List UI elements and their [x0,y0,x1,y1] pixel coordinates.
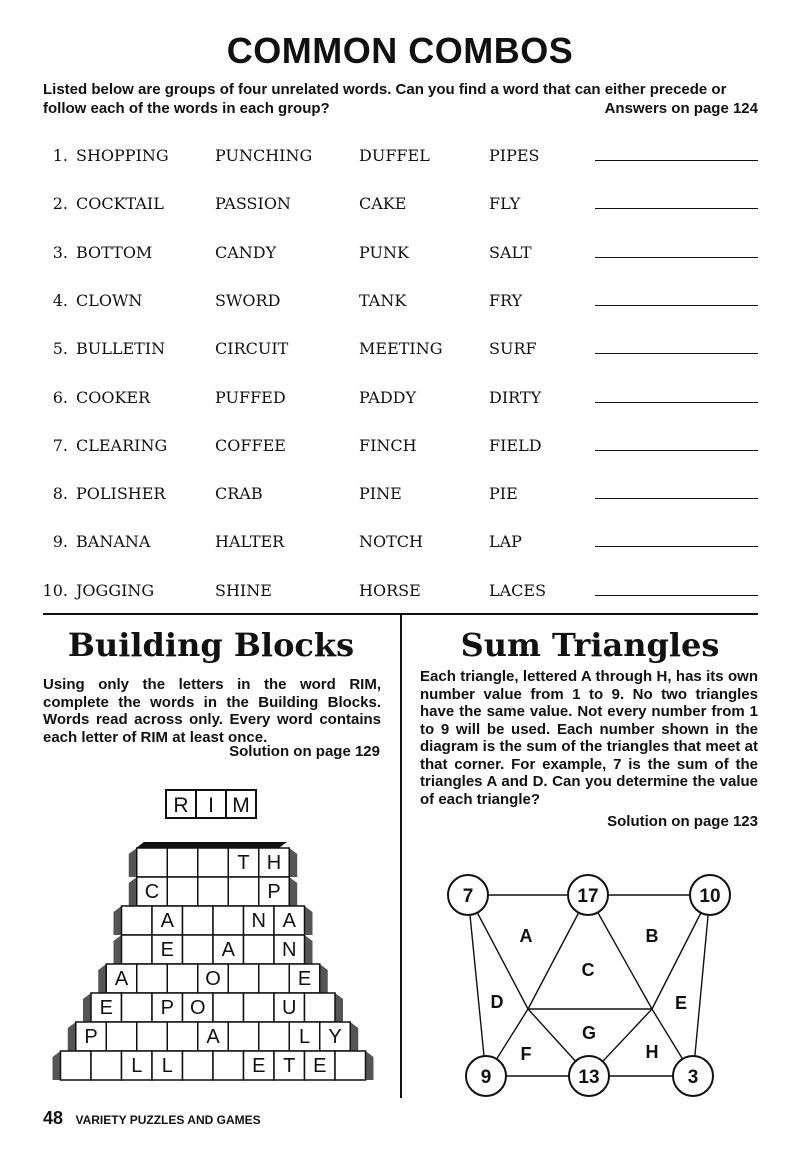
combo-word: PIE [489,484,518,504]
block-letter: C [144,881,160,903]
corner-sum: 3 [687,1067,699,1088]
answer-blank[interactable] [595,353,758,354]
block-cell[interactable] [244,993,275,1022]
combo-row [0,285,800,315]
combo-row [0,526,800,556]
block-letter: A [160,910,174,932]
combo-row [0,478,800,508]
key-letter: M [232,794,250,817]
block-shadow [320,964,328,993]
block-shadow [335,993,343,1022]
block-shadow [114,906,122,935]
combo-word: BANANA [76,532,151,552]
combo-word: PUNCHING [215,146,313,165]
block-letter: P [160,997,174,1019]
combo-word: MEETING [359,339,443,359]
combo-row [0,575,800,605]
combo-number: 9. [52,532,68,552]
block-letter: O [205,968,221,990]
block-letter: L [298,1026,311,1048]
combo-word: PUNK [359,242,409,262]
combo-word: SHINE [215,580,272,600]
block-letter: E [252,1055,266,1077]
block-shadow [98,964,106,993]
combo-word: FLY [489,194,521,214]
pyramid-roof [136,842,287,848]
block-cell[interactable] [305,993,336,1022]
block-letter: A [206,1026,220,1048]
combo-word: COOKER [76,387,151,407]
combo-row [0,382,800,412]
triangle-edge [468,895,486,1076]
combo-word: PADDY [359,387,417,407]
block-cell[interactable] [244,935,275,964]
block-cell[interactable] [183,906,214,935]
sum-triangles-title: Sum Triangles [460,626,720,664]
block-shadow [350,1022,358,1051]
block-shadow [129,877,137,906]
block-shadow [366,1051,374,1080]
triangle-label: B [645,926,659,946]
intro-paragraph [43,80,758,118]
intro-text: Listed below are groups of four unrelated words. Can you find a word that can either precede or follow each of the words in each group? [43,81,727,117]
combo-number: 2. [52,194,68,214]
answer-blank[interactable] [595,257,758,258]
building-blocks-instructions: Using only the letters in the word RIM, complete the words in the Building Blocks. Words read across only. Every word contains each letter of RIM at least once. [43,676,381,746]
combo-word: PINE [359,484,402,504]
combo-row [0,430,800,460]
block-letter: T [237,852,250,874]
block-letter: Y [328,1026,342,1048]
block-letter: A [114,968,129,990]
combo-number: 3. [52,242,68,262]
combo-word: DIRTY [489,387,542,407]
combo-number: 6. [52,387,68,407]
combo-word: BULLETIN [76,339,166,359]
block-cell[interactable] [122,993,153,1022]
block-cell[interactable] [167,964,198,993]
triangle-label: E [674,993,688,1013]
combo-word: CLEARING [76,435,168,455]
block-cell[interactable] [213,906,244,935]
combo-word: HALTER [215,532,285,552]
block-letter: A [282,910,296,932]
page-number: 48 [43,1108,64,1128]
combo-word: BOTTOM [76,242,153,262]
page-title: COMMON COMBOS [226,30,574,71]
triangle-label: G [581,1023,597,1043]
answer-blank[interactable] [595,208,758,209]
answer-blank[interactable] [595,402,758,403]
combo-row [0,237,800,267]
combo-word: CAKE [359,194,407,214]
block-letter: E [160,939,174,961]
block-cell[interactable] [259,1022,290,1051]
combo-word: SWORD [215,290,281,310]
corner-sum: 7 [462,886,474,907]
block-letter: N [251,910,266,932]
triangle-label: D [490,992,504,1012]
triangle-label: A [519,926,533,946]
block-cell[interactable] [335,1051,366,1080]
block-cell[interactable] [61,1051,92,1080]
block-letter: H [266,852,282,874]
combo-number: 1. [52,146,68,165]
combo-row [0,333,800,363]
block-shadow [114,935,122,964]
block-shadow [305,935,313,964]
block-cell[interactable] [137,848,168,877]
block-cell[interactable] [183,935,214,964]
combo-word: POLISHER [76,484,166,504]
combo-word: COFFEE [215,435,286,455]
combo-word: NOTCH [359,532,423,552]
block-letter: O [189,997,206,1019]
sum-triangles-solution: Solution on page 123 [607,813,758,830]
combo-number: 7. [52,435,68,455]
block-cell[interactable] [167,1022,198,1051]
answer-blank[interactable] [595,546,758,547]
key-letter: I [208,794,214,817]
block-shadow [129,848,137,877]
combo-word: COCKTAIL [76,194,164,214]
block-cell[interactable] [259,964,290,993]
block-letter: T [283,1055,296,1077]
block-letter: L [131,1055,143,1077]
corner-sum: 9 [480,1067,492,1088]
sum-triangles-diagram [400,845,800,1105]
block-cell[interactable] [167,877,198,906]
triangle-label: H [645,1042,659,1062]
combo-word: HORSE [359,580,421,600]
page-footer [43,1108,261,1129]
sum-triangles-instructions: Each triangle, lettered A through H, has its own number value from 1 to 9. No two triangles have the same value. Not every number from 1 to 9 will be used. Each number shown in the diagram is the sum of the triangles that meet at that corner. For example, 7 is the sum of the triangles A and D. Can you determine the value of each triangle? [420,668,758,808]
triangle-label: C [581,960,595,980]
combo-word: CIRCUIT [215,339,289,359]
building-blocks-solution: Solution on page 129 [229,743,380,760]
block-letter: P [267,881,281,903]
combo-word: CRAB [215,484,263,504]
corner-sum: 13 [578,1067,600,1088]
combo-word: JOGGING [76,580,155,600]
combo-word: TANK [359,290,407,310]
block-shadow [68,1022,76,1051]
block-cell[interactable] [228,964,259,993]
answer-blank[interactable] [595,160,758,161]
block-shadow [53,1051,61,1080]
block-letter: U [282,997,297,1019]
block-cell[interactable] [137,1022,168,1051]
block-letter: E [297,968,312,990]
block-letter: L [161,1055,173,1077]
combo-row [0,188,800,218]
combo-number: 8. [52,484,68,504]
magazine-name: VARIETY PUZZLES AND GAMES [75,1113,261,1127]
combo-word: DUFFEL [359,146,430,165]
block-shadow [289,877,297,906]
block-shadow [305,906,313,935]
combo-word: FRY [489,290,523,310]
block-cell[interactable] [213,993,244,1022]
building-blocks-grid [0,780,400,1100]
block-letter: E [313,1055,327,1077]
block-shadow [289,848,297,877]
answer-blank[interactable] [595,450,758,451]
block-cell[interactable] [91,1051,122,1080]
combo-word: CLOWN [76,290,143,310]
combo-word: PASSION [215,194,291,214]
answer-blank[interactable] [595,498,758,499]
block-letter: E [99,997,113,1019]
combo-word: CANDY [215,242,277,262]
combo-number: 10. [42,580,68,600]
triangle-label: F [520,1044,532,1064]
answers-reference: Answers on page 124 [604,100,758,117]
block-cell[interactable] [228,1022,259,1051]
block-cell[interactable] [122,906,153,935]
combo-word: FIELD [489,435,542,455]
answer-blank[interactable] [595,305,758,306]
block-letter: P [84,1026,98,1048]
combo-number: 5. [52,339,68,359]
corner-sum: 10 [699,886,721,907]
block-cell[interactable] [213,1051,244,1080]
corner-sum: 17 [577,886,599,907]
block-cell[interactable] [228,877,259,906]
block-cell[interactable] [122,935,153,964]
combo-word: LACES [489,580,547,600]
block-shadow [83,993,91,1022]
block-cell[interactable] [106,1022,137,1051]
block-letter: A [221,939,235,961]
combo-row [0,140,800,170]
combo-word: FINCH [359,435,417,455]
block-cell[interactable] [167,848,198,877]
building-blocks-title: Building Blocks [67,626,355,664]
combo-word: PIPES [489,146,540,165]
combo-word: SHOPPING [76,146,169,165]
combo-number: 4. [52,290,68,310]
block-cell[interactable] [198,848,229,877]
combo-word: LAP [489,532,522,552]
answer-blank[interactable] [595,595,758,596]
combo-word: PUFFED [215,387,286,407]
block-letter: N [282,939,297,961]
block-cell[interactable] [198,877,229,906]
combo-word: SALT [489,242,532,262]
key-letter: R [173,794,189,817]
block-cell[interactable] [137,964,168,993]
combo-word: SURF [489,339,537,359]
block-cell[interactable] [183,1051,214,1080]
